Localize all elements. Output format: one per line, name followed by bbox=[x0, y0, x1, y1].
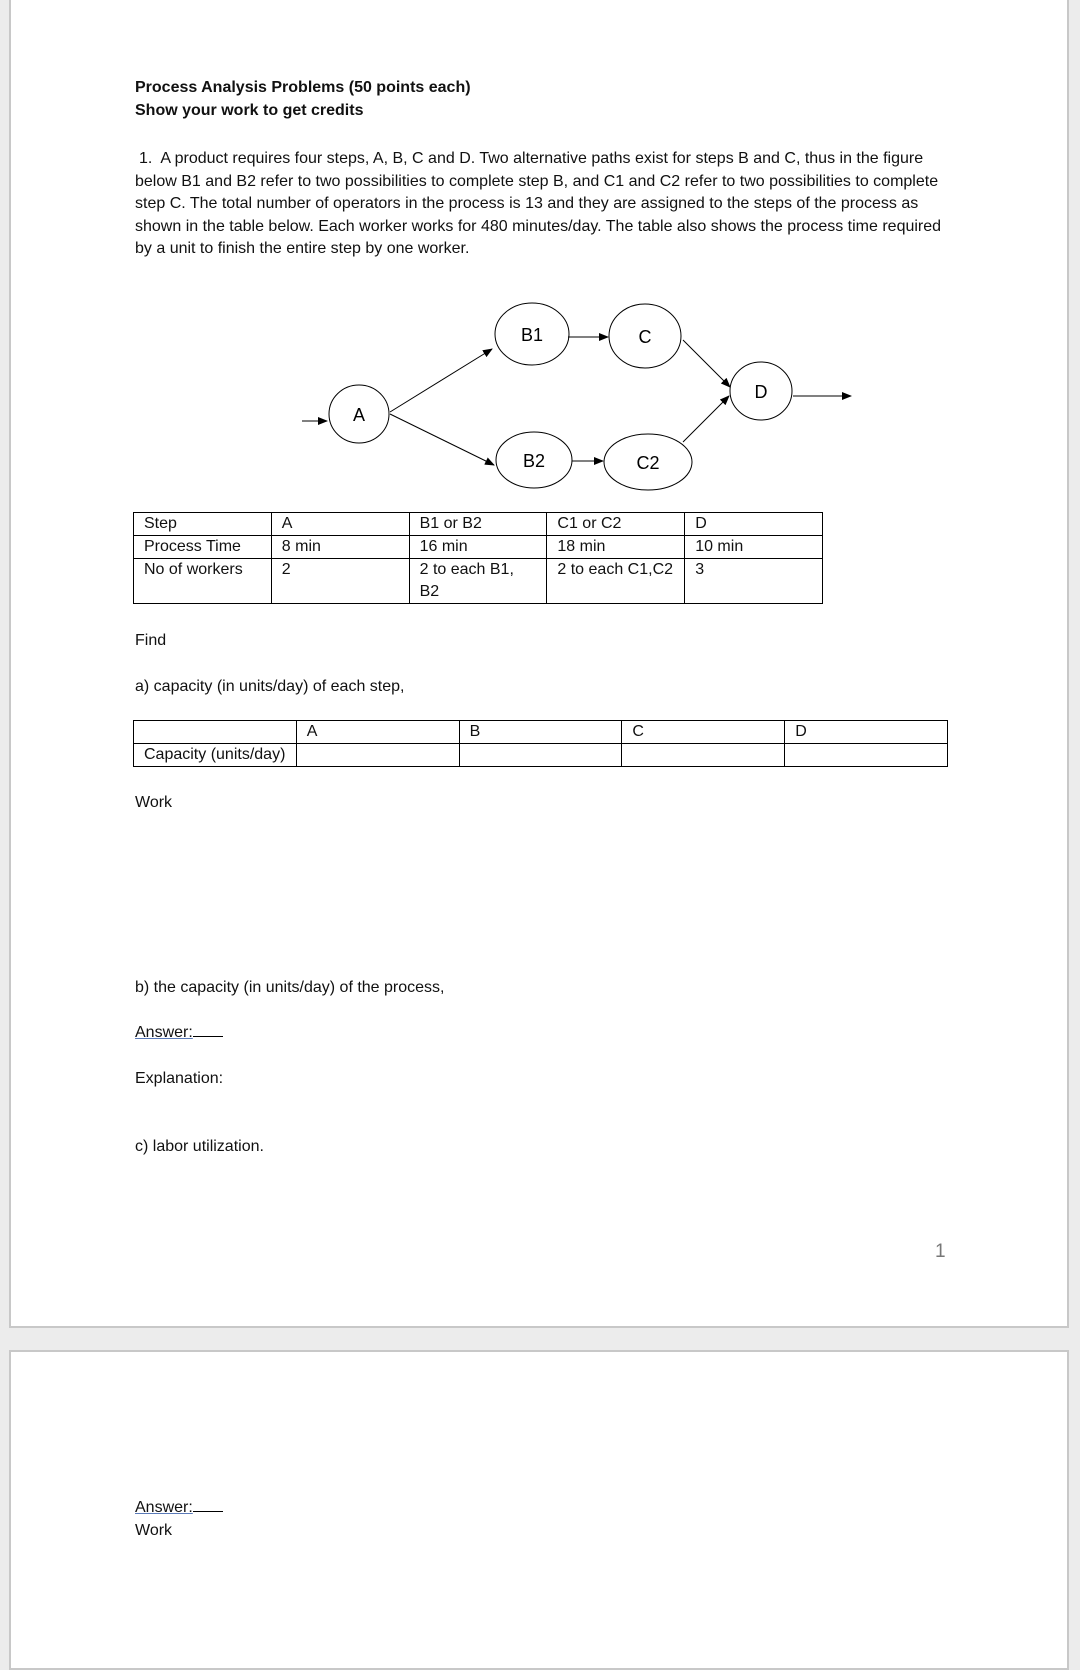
table-header-cell: D bbox=[785, 721, 948, 744]
node-c-label: C bbox=[638, 327, 652, 347]
node-d-label: D bbox=[754, 382, 768, 402]
part-b-question: b) the capacity (in units/day) of the process, bbox=[135, 979, 445, 996]
page2-work-label: Work bbox=[135, 1522, 173, 1539]
answer-label: Answer: bbox=[135, 1024, 193, 1041]
page-number: 1 bbox=[935, 1241, 946, 1262]
page2-answer bbox=[135, 1497, 223, 1520]
page-subtitle: Show your work to get credits bbox=[135, 102, 364, 119]
node-c2-label: C2 bbox=[636, 453, 660, 473]
part-b-answer bbox=[135, 1022, 223, 1045]
capacity-cell-d[interactable] bbox=[785, 744, 948, 767]
table-row bbox=[134, 559, 823, 604]
node-b1-label: B1 bbox=[520, 325, 544, 345]
page-title: Process Analysis Problems (50 points each) bbox=[135, 79, 471, 96]
table-cell: 2 bbox=[271, 559, 409, 604]
table-cell: 2 to each B1, B2 bbox=[409, 559, 547, 604]
arrow-a-b1 bbox=[390, 349, 492, 412]
table-cell: 18 min bbox=[547, 536, 685, 559]
node-b2-label: B2 bbox=[522, 451, 546, 471]
table-cell: Step bbox=[134, 513, 272, 536]
capacity-cell-b[interactable] bbox=[459, 744, 622, 767]
table-header-cell: A bbox=[296, 721, 459, 744]
document-page-2 bbox=[9, 1350, 1069, 1670]
table-cell: Process Time bbox=[134, 536, 272, 559]
document-page-1 bbox=[9, 0, 1069, 1328]
arrow-a-b2 bbox=[390, 414, 494, 465]
problem-text: A product requires four steps, A, B, C and D. Two alternative paths exist for steps B and C, thus in the figure below B1 and B2 refer to two possibilities to complete step B, and C1 and C2 refer to two possibilities to complete step C. The total number of operators in the process is 13 and they are assigned to the steps of the process as shown in the table below. Each worker works for 480 minutes/day. The table also shows the process time required by a unit to finish the entire step by one worker. bbox=[135, 150, 942, 257]
arrow-c2-d bbox=[683, 396, 729, 442]
answer-blank[interactable] bbox=[193, 1022, 223, 1037]
find-label: Find bbox=[135, 632, 167, 649]
table-cell: No of workers bbox=[134, 559, 272, 604]
table-header-cell: B bbox=[459, 721, 622, 744]
table-cell: 3 bbox=[685, 559, 823, 604]
table-cell: A bbox=[271, 513, 409, 536]
table-cell: 2 to each C1,C2 bbox=[547, 559, 685, 604]
arrow-c-d bbox=[683, 340, 730, 387]
table-header-cell: C bbox=[622, 721, 785, 744]
table-cell: C1 or C2 bbox=[547, 513, 685, 536]
capacity-table bbox=[133, 720, 948, 767]
table-row bbox=[134, 513, 823, 536]
node-a-label: A bbox=[352, 405, 366, 425]
capacity-cell-c[interactable] bbox=[622, 744, 785, 767]
table-row bbox=[134, 536, 823, 559]
table-cell: B1 or B2 bbox=[409, 513, 547, 536]
table-cell: 10 min bbox=[685, 536, 823, 559]
problem-number: 1. bbox=[139, 150, 153, 167]
table-row bbox=[134, 721, 948, 744]
table-header-cell bbox=[134, 721, 297, 744]
part-b-explanation-label: Explanation: bbox=[135, 1070, 224, 1087]
capacity-row-label: Capacity (units/day) bbox=[134, 744, 297, 767]
table-cell: D bbox=[685, 513, 823, 536]
part-a-question: a) capacity (in units/day) of each step, bbox=[135, 678, 405, 695]
answer-label: Answer: bbox=[135, 1499, 193, 1516]
part-a-work-label: Work bbox=[135, 794, 173, 811]
table-cell: 8 min bbox=[271, 536, 409, 559]
process-flow-diagram bbox=[11, 0, 1071, 498]
table-row bbox=[134, 744, 948, 767]
capacity-cell-a[interactable] bbox=[296, 744, 459, 767]
part-c-question: c) labor utilization. bbox=[135, 1138, 264, 1155]
answer-blank[interactable] bbox=[193, 1497, 223, 1512]
process-table bbox=[133, 512, 823, 604]
table-cell: 16 min bbox=[409, 536, 547, 559]
